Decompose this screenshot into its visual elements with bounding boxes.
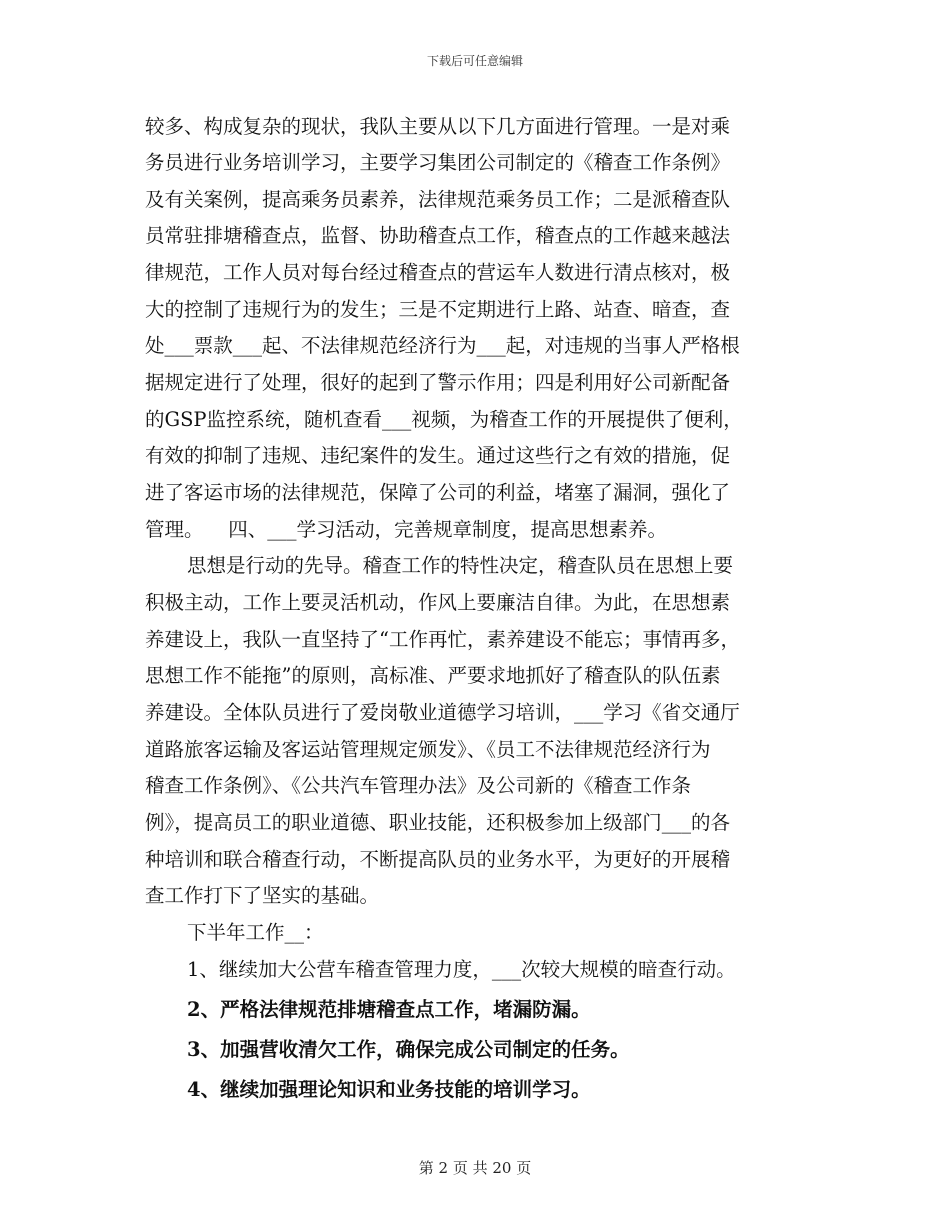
text-line: 思想工作不能拖”的原则，高标准、严要求地抓好了稽查队的队伍素 [145, 664, 721, 687]
text-line: 查工作打下了坚实的基础。 [145, 884, 380, 907]
text-line: 律规范，工作人员对每台经过稽查点的营运车人数进行清点核对，极 [145, 261, 731, 284]
page-header: 下载后可任意编辑 [426, 54, 523, 68]
text-line: 养建设上，我队一直坚持了“工作再忙，素养建设不能忘；事情再多， [145, 628, 740, 651]
text-line: 及有关案例，提高乘务员素养，法律规范乘务员工作；二是派稽查队 [145, 188, 731, 211]
text-line: 务员进行业务培训学习，主要学习集团公司制定的《稽查工作条例》 [145, 151, 731, 174]
text-line: 养建设。全体队员进行了爱岗敬业道德学习培训，___学习《省交通厅 [145, 701, 740, 724]
text-line: 大的控制了违规行为的发生；三是不定期进行上路、站查、暗查，查 [145, 298, 731, 321]
text-line: 思想是行动的先导。稽查工作的特性决定，稽查队员在思想上要 [187, 554, 734, 577]
list-item-bold: 4、继续加强理论知识和业务技能的培训学习。 [187, 1078, 591, 1101]
text-line: 种培训和联合稽查行动，不断提高队员的业务水平，为更好的开展稽 [145, 848, 731, 871]
text-line: 1、继续加大公营车稽查管理力度，___次较大规模的暗查行动。 [187, 958, 736, 981]
text-line: 据规定进行了处理，很好的起到了警示作用；四是利用好公司新配备 [145, 371, 731, 394]
text-line: 较多、构成复杂的现状，我队主要从以下几方面进行管理。一是对乘 [145, 115, 731, 138]
list-item-bold: 3、加强营收清欠工作，确保完成公司制定的任务。 [187, 1038, 630, 1061]
text-line: 的GSP监控系统，随机查看___视频，为稽查工作的开展提供了便利， [145, 408, 743, 431]
text-line: 有效的抑制了违规、违纪案件的发生。通过这些行之有效的措施，促 [145, 444, 731, 467]
page-footer: 第 2 页 共 20 页 [418, 1159, 532, 1177]
list-item-bold: 2、严格法律规范排塘稽查点工作，堵漏防漏。 [187, 998, 591, 1021]
text-line: 积极主动，工作上要灵活机动，作风上要廉洁自律。为此，在思想素 [145, 591, 731, 614]
text-line: 管理。 四、___学习活动，完善规章制度，提高思想素养。 [145, 518, 668, 541]
text-line: 进了客运市场的法律规范，保障了公司的利益，堵塞了漏洞，强化了 [145, 481, 731, 504]
text-line: 例》，提高员工的职业道德、职业技能，还积极参加上级部门___的各 [145, 811, 731, 834]
text-line: 处___票款___起、不法律规范经济行为___起，对违规的当事人严格根 [145, 334, 740, 357]
text-line: 员常驻排塘稽查点，监督、协助稽查点工作，稽查点的工作越来越法 [145, 224, 731, 247]
text-line: 道路旅客运输及客运站管理规定颁发》、《员工不法律规范经济行为 [145, 738, 711, 761]
text-line: 下半年工作__： [187, 921, 324, 944]
text-line: 稽查工作条例》、《公共汽车管理办法》及公司新的《稽查工作条 [145, 774, 692, 797]
